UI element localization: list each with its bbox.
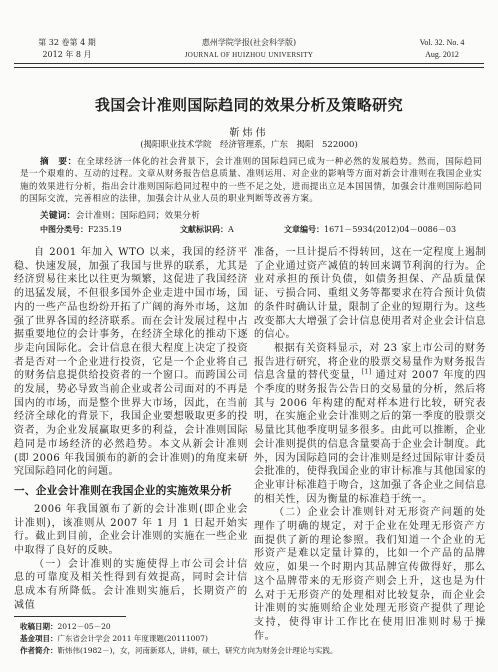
evidence-text-b: 通过对 2007 年度的四个季度的财务报告公告日的交易量的分析，然后将其与 2006 年构建的配对样本进行比较，研究表明，在实施企业会计准则之后的第一季度的股票交易量比其他季度明显多很多。由此可以推断，企业会计准则提供的信息含量要高于企业会计制度。此外，因为国际趋同的会计准则是经过国际审计委员会批准的，使得我国企业的审计标准与其他国家的企业审计标准趋于吻合，这加强了各企业之间信息的相关性，因为衡量的标准趋于统一。 <box>254 370 486 505</box>
clc-number <box>40 224 122 235</box>
bio-label: 作者简介： <box>20 646 58 655</box>
abstract-label: 摘 要： <box>40 157 77 167</box>
publication-date-en: Aug. 2012 <box>425 50 459 59</box>
evidence-text-a: 根据有关资料显示，对 23 家上市公司的财务报告进行研究，将企业的股票交易量作为财务报告信息含量的替代变量， <box>254 342 486 382</box>
article-number-label: 文章编号： <box>284 225 324 234</box>
item-two-paragraph: （二）企业会计准则针对无形资产问题的处理作了明确的规定，对于企业在处理无形资产方面提供了新的理论参照。我们知道一个企业的无形资产是难以定量计算的，比如一个产品的品牌效应，如果一个时期内其品牌宣传做得好，那么这个品牌带来的无形资产则会上升，这也是为什么对于无形资产的处理相对比较复杂，而企业会计准则的实施则给企业处理无形资产提供了理论支持，使得审计工作比在使用旧准则时易于操作。 <box>254 507 486 642</box>
clc-value: F235.19 <box>88 225 122 234</box>
author-affiliation: (揭阳职业技术学院 经济管理系，广东 揭阳 522000) <box>140 140 358 150</box>
section-paragraph: 2006 年我国颁布了新的会计准则(即企业会计准则)，该准则从 2007 年 1 月 1 日起开始实行。截止到目前，企业会计准则的实施在一些企业中取得了良好的反映。 <box>14 503 248 557</box>
classification-line <box>0 224 498 236</box>
journal-name-cn: 惠州学院学报(社会科学版) <box>201 38 297 47</box>
article-title: 我国会计准则国际趋同的效果分析及策略研究 <box>94 96 403 114</box>
document-code-label: 文献标识码： <box>180 225 228 234</box>
abstract <box>20 156 482 206</box>
footnote-author-bio <box>20 645 480 657</box>
item-one-continued: 准备，一旦计提后不得转回，这在一定程度上遏制了企业通过资产减值的转回来调节利润的行为。企业对承担的预计负债，如债务担保、产品质量保证、亏损合同、重组义务等都要求在符合预计负债的条件时确认计量，限制了企业的短期行为。这些改变都大大增强了会计信息使用者对企业会计信息的信心。 <box>254 247 486 341</box>
header-right <box>412 37 472 61</box>
footnote-rule <box>14 616 126 617</box>
publication-date: 2012 年 8 月 <box>42 50 92 59</box>
keywords-text: 会计准则；国际趋同；效果分析 <box>75 211 201 221</box>
keywords-label: 关键词： <box>40 211 76 221</box>
intro-paragraph: 自 2001 年加入 WTO 以来，我国的经济平稳、快速发展，加强了我国与世界的联系，尤其是经济贸易往来比以往更为频繁，这促进了我国经济的迅猛发展，不但很多国外企业走进中国市场，国内的一些产品也纷纷开拓了广阔的海外市场，这加强了世界各国的经济联系。而在会计发展过程中占据重要地位的会计事务，在经济全球化的推动下逐步走向国际化。会计信息在很大程度上决定了投资者是否对一个企业进行投资，它是一个企业将自己的财务信息提供给投资者的一个窗口。而跨国公司的发展，势必导致当前企业或者公司面对的不再是国内的市场，而是整个世界大市场，因此，在当前经济全球化的背景下，我国企业要想吸取更多的投资者，为企业发展赢取更多的利益，会计准则国际趋同是市场经济的必然趋势。本文从新会计准则(即 2006 年我国颁布的新的会计准则)的角度来研究国际趋同化的问题。 <box>14 247 248 478</box>
volume-issue-en: Vol. 32. No. 4 <box>419 38 465 47</box>
keywords <box>40 209 200 221</box>
fund-label: 基金项目： <box>20 634 58 643</box>
body-column-left <box>14 246 248 610</box>
received-date: 2012－05－20 <box>57 622 111 631</box>
article-number-value: 1671－5934(2012)04－0086－03 <box>324 225 457 234</box>
document-code-value: A <box>228 225 234 234</box>
bio-text: 靳炜伟(1982－)，女，河南新郑人，讲师，硕士，研究方向为财务会计理论与实践。 <box>57 646 338 655</box>
header-double-rule <box>14 63 484 68</box>
footnotes <box>20 621 480 657</box>
article-author: 靳炜伟 <box>229 128 269 139</box>
citation-marker: [1] <box>361 369 372 376</box>
footnote-received <box>20 621 480 633</box>
fund-text: 广东省会计学会 2011 年度课题(20111007) <box>57 634 208 643</box>
item-one-paragraph: （一）会计准则的实施使得上市公司会计信息的可靠度及相关性得到有效提高，同时会计信息成本有所降低。会计准则实施后，长期资产的减值 <box>14 558 248 611</box>
volume-issue: 第 32 卷第 4 期 <box>38 38 96 47</box>
body-column-right <box>254 246 486 642</box>
article-number <box>284 224 456 235</box>
section-heading: 一、企业会计准则在我国企业的实施效果分析 <box>14 484 232 497</box>
journal-name-en: JOURNAL OF HUIZHOU UNIVERSITY <box>184 51 314 59</box>
evidence-paragraph <box>254 342 486 506</box>
received-label: 收稿日期： <box>20 622 58 631</box>
footnote-fund <box>20 633 480 645</box>
clc-label: 中图分类号： <box>40 225 88 234</box>
abstract-text: 在全球经济一体化的社会背景下，会计准则的国际趋同已成为一种必然的发展趋势。然而，国际趋同是一个艰难的、互动的过程。文章从财务报告信息质量、准则运用、对企业的影响等方面对新会计准则在我国企业实施的效果进行分析，指出会计准则国际趋同过程中的一些不足之处，进而提出立足本国国情，加强会计准则国际趋同的国际交流，完善相应的法律，加强会计从业人员的职业判断等改善方案。 <box>20 157 482 205</box>
document-code <box>180 224 234 235</box>
